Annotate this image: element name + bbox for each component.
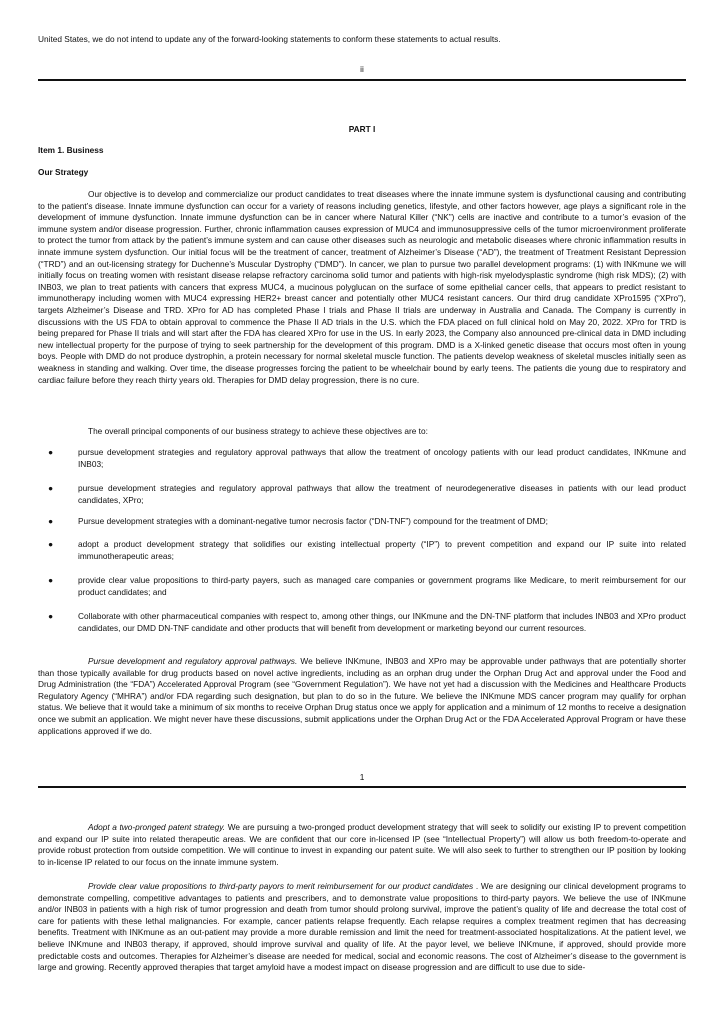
bullet-text: pursue development strategies and regulatory approval pathways that allow the treatment of oncology patients with our lead product candidates, INKmune and INB03; xyxy=(78,447,686,469)
top-line: United States, we do not intend to update any of the forward-looking statements to conform these statements to actual results. xyxy=(38,34,501,44)
bullet-item xyxy=(38,483,686,506)
bullet-text: Pursue development strategies with a dominant-negative tumor necrosis factor (“DN-TNF”) compound for the treatment of DMD; xyxy=(78,516,548,526)
value-paragraph xyxy=(38,881,686,974)
patent-paragraph xyxy=(38,822,686,868)
page-divider xyxy=(38,786,686,788)
bullet-item xyxy=(38,611,686,634)
bullet-text: adopt a product development strategy that solidifies our existing intellectual property (“IP”) to prevent competition and expand our IP suite into related immunotherapeutic areas; xyxy=(78,539,686,561)
components-intro: The overall principal components of our business strategy to achieve these objectives are to: xyxy=(88,426,428,436)
page-number-1: 1 xyxy=(359,772,365,782)
part-title: PART I xyxy=(348,124,376,134)
bullet-item xyxy=(38,539,686,562)
bullet-item xyxy=(38,447,686,470)
bullet-item xyxy=(38,575,686,598)
bullet-text: pursue development strategies and regulatory approval pathways that allow the treatment of neurodegenerative diseases in patients with our lead product candidates, XPro; xyxy=(78,483,686,505)
regulatory-paragraph xyxy=(38,656,686,737)
section-title: Our Strategy xyxy=(38,167,89,177)
page-divider xyxy=(38,79,686,81)
strategy-paragraph: Our objective is to develop and commercialize our product candidates to treat diseases where the innate immune system is dysfunctional causing and contributing to the patient’s disease. Innate immune dysfunction can occur for a variety of reasons including genetics, lifestyle, and other factors however, age plays a significant role in the development of immune dysfunction. Innate immune dysfunction can be in cancer where Natural Killer (“NK”) cells are inactive and contribute to a tumor’s evasion of the immune system and/or disease progression. Further, chronic inflammation causes expression of MUC4 and immunosuppressive cells of the tumor microenvironment proliferate to protect the tumor from attack by the patient’s immune system and can cause other diseases such as neurologic and metabolic diseases where chronic inflammation results in innate immune system dysfunction. Our initial focus will be the treatment of cancer, treatment of Alzheimer’s Disease (“AD”), the treatment of Treatment Resistant Depression (“TRD”) and an out-licensing strategy for Duchenne’s Muscular Dystrophy (“DMD”). In cancer, we plan to pursue two parallel development programs: (1) with INKmune we will initially focus on treating women with resistant disease relapse refractory carcinoma solid tumor and patients with high-risk myelodysplastic syndrome (high risk MDS); (2) with INB03, we plan to treat patients with cancers that express MUC4, a mucinous polyglucan on the surface of some epithelial cancer cells, that appears to predict resistant to immunotherapy including women with MUC4 expressing HER2+ breast cancer and potentially other MUC4 resistant cancers. Our third drug candidate XPro1595 (“XPro”), targets Alzheimer’s Disease and TRD. XPro for AD has completed Phase I trials and Phase II trials are underway in Australia and Canada. The Company is currently in discussions with the US FDA to obtain approval to commence the Phase II AD trials in the U.S. which the FDA placed on full clinical hold on May 20, 2022. XPro for TRD is being prepared for Phase II trials and will start after the FDA has cleared XPro for use in the US. In early 2023, the Company also announced pre-clinical data in DMD including new intellectual property for the purpose of trying to seek partnership for the development of this program. DMD is a X-linked genetic disease that occurs most often in young boys. People with DMD do not produce dystrophin, a protein necessary for normal skeletal muscle function. The patients develop weakness of skeletal muscles initially seen as weakness in standing and walking. Over time, the disease progresses forcing the patient to be wheelchair bound by early teens. The patients die young due to respiratory and cardiac failure before they reach thirty years old. Therapies for DMD delay progression, there is no cure. xyxy=(38,189,686,385)
paragraph-body: We are pursuing a two-pronged product development strategy that will seek to solidify our existing IP to prevent competition and expand our IP suite into related therapeutic areas. We are confident that our core in-licensed IP (see “Intellectual Property”) will allow us both freedom-to-operate and provide robust protection from outside competition. We will continue to invest in expanding our patent suite. We will also seek to further to strengthen our IP position by looking to in-license IP related to our focus on the innate immune system. xyxy=(38,822,686,867)
bullet-icon: ● xyxy=(48,516,54,526)
paragraph-lead: Provide clear value propositions to third-party payors to merit reimbursement for our product candidates xyxy=(88,881,474,891)
paragraph-body: . We are designing our clinical development programs to demonstrate compelling, competitive advantages to patients and prescribers, and to demonstrate value propositions to third-party payors. We believe the use of INKmune and/or INB03 in patients with a high risk of tumor progression and death from tumor should prolong survival, improve the patient’s quality of life and decrease the total cost of care for patients with these lethal malignancies. For example, cancer patients relapse frequently. Each relapse requires a complex treatment regimen that has decreasing benefits. Treatment with INKmune as an out-patient may provide a more durable remission and limit the need for treatment-associated hospitalizations. At the patient level, we believe INKmune and INB03 therapy, if approved, should improve survival and quality of life. At the payor level, we believe INKmune, if approved, should provide more predictable costs and outcomes. Therapies for Alzheimer’s disease are needed for medical, social and economic reasons. The cost of Alzheimer’s disease to the government is large and growing. Recently approved therapies that target amyloid have a modest impact on disease progression and are difficult to use due to side- xyxy=(38,881,686,973)
page-number-ii: ii xyxy=(360,64,364,74)
paragraph-body: We believe INKmune, INB03 and XPro may be approvable under pathways that are potentially shorter than those typically available for drug products based on novel active ingredients, including as an orphan drug under the Orphan Drug Act and approval under the Food and Drug Administration (the “FDA”) Accelerated Approval Program (see “Government Regulation”). We have not yet had a discussion with the Medicines and Healthcare Products Regulatory Agency (“MHRA”) and/or FDA regarding such designation, but plan to do so in the future. We believe the INKmune MDS cancer program may qualify for orphan status. We believe that it would take a minimum of six months to receive Orphan Drug status once we apply for application and a minimum of 12 months to receive a designation once we submit an application. We might never have these discussions, submit applications under the Orphan Drug Act or the FDA Accelerated Approval Program or have these applications approved if we do. xyxy=(38,656,686,736)
paragraph-lead: Pursue development and regulatory approval pathways. xyxy=(88,656,298,666)
bullet-item xyxy=(38,516,686,528)
bullet-text: provide clear value propositions to third-party payers, such as managed care companies or government programs like Medicare, to merit reimbursement for our product candidates; and xyxy=(78,575,686,597)
bullet-text: Collaborate with other pharmaceutical companies with respect to, among other things, our INKmune and the DN-TNF platform that includes INB03 and XPro product candidates, our DMD DN-TNF candidate and other products that will benefit from development or marketing beyond our current resources. xyxy=(78,611,686,633)
paragraph-lead: Adopt a two-pronged patent strategy. xyxy=(88,822,226,832)
bullet-icon: ● xyxy=(48,447,54,457)
bullet-icon: ● xyxy=(48,611,54,621)
item-title: Item 1. Business xyxy=(38,145,104,155)
bullet-icon: ● xyxy=(48,539,54,549)
bullet-icon: ● xyxy=(48,483,54,493)
bullet-icon: ● xyxy=(48,575,54,585)
